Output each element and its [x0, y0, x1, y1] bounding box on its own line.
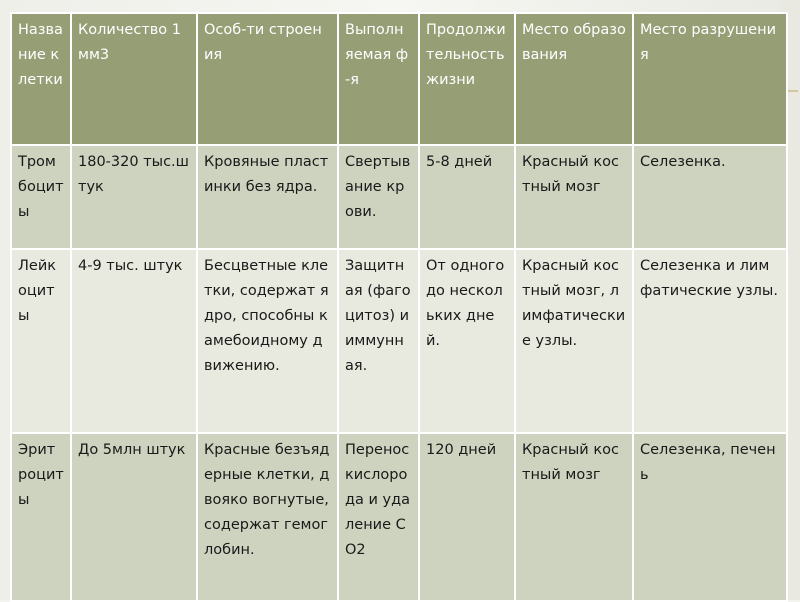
table-cell: Лейкоциты [11, 249, 71, 433]
table-cell: Красные безъядерные клетки, двояко вогнутые, содержат гемоглобин. [197, 433, 338, 601]
table-cell: Тромбоциты [11, 145, 71, 249]
table-cell: До 5млн штук [71, 433, 197, 601]
table-cell: 120 дней [419, 433, 515, 601]
table-row [11, 433, 787, 601]
header-cell-lifespan: Продолжительность жизни [419, 13, 515, 145]
header-cell-quantity: Количество 1 мм3 [71, 13, 197, 145]
table-cell: Эритроциты [11, 433, 71, 601]
table-cell: 5-8 дней [419, 145, 515, 249]
header-cell-function: Выполняемая ф-я [338, 13, 419, 145]
table-cell: Красный костный мозг [515, 145, 633, 249]
table-cell: Селезенка, печень [633, 433, 787, 601]
table-cell: Селезенка и лимфатические узлы. [633, 249, 787, 433]
table-cell: От одного до нескольких дней. [419, 249, 515, 433]
table-row [11, 249, 787, 433]
header-cell-name: Название клетки [11, 13, 71, 145]
table-cell: Красный костный мозг [515, 433, 633, 601]
table-cell: Кровяные пластинки без ядра. [197, 145, 338, 249]
table-cell: Защитная (фагоцитоз) и иммунная. [338, 249, 419, 433]
header-cell-formation-site: Место образования [515, 13, 633, 145]
header-cell-structure: Особ-ти строения [197, 13, 338, 145]
table-cell: 180-320 тыс.штук [71, 145, 197, 249]
table-row [11, 145, 787, 249]
table-header-row [11, 13, 787, 145]
header-cell-destruction-site: Место разрушения [633, 13, 787, 145]
table-cell: 4-9 тыс. штук [71, 249, 197, 433]
table-cell: Красный костный мозг, лимфатические узлы. [515, 249, 633, 433]
table-cell: Перенос кислорода и удаление СО2 [338, 433, 419, 601]
table-cell: Бесцветные клетки, содержат ядро, способны к амебоидному движению. [197, 249, 338, 433]
table-cell: Селезенка. [633, 145, 787, 249]
table-cell: Свертывание крови. [338, 145, 419, 249]
blood-cells-table [10, 12, 788, 602]
